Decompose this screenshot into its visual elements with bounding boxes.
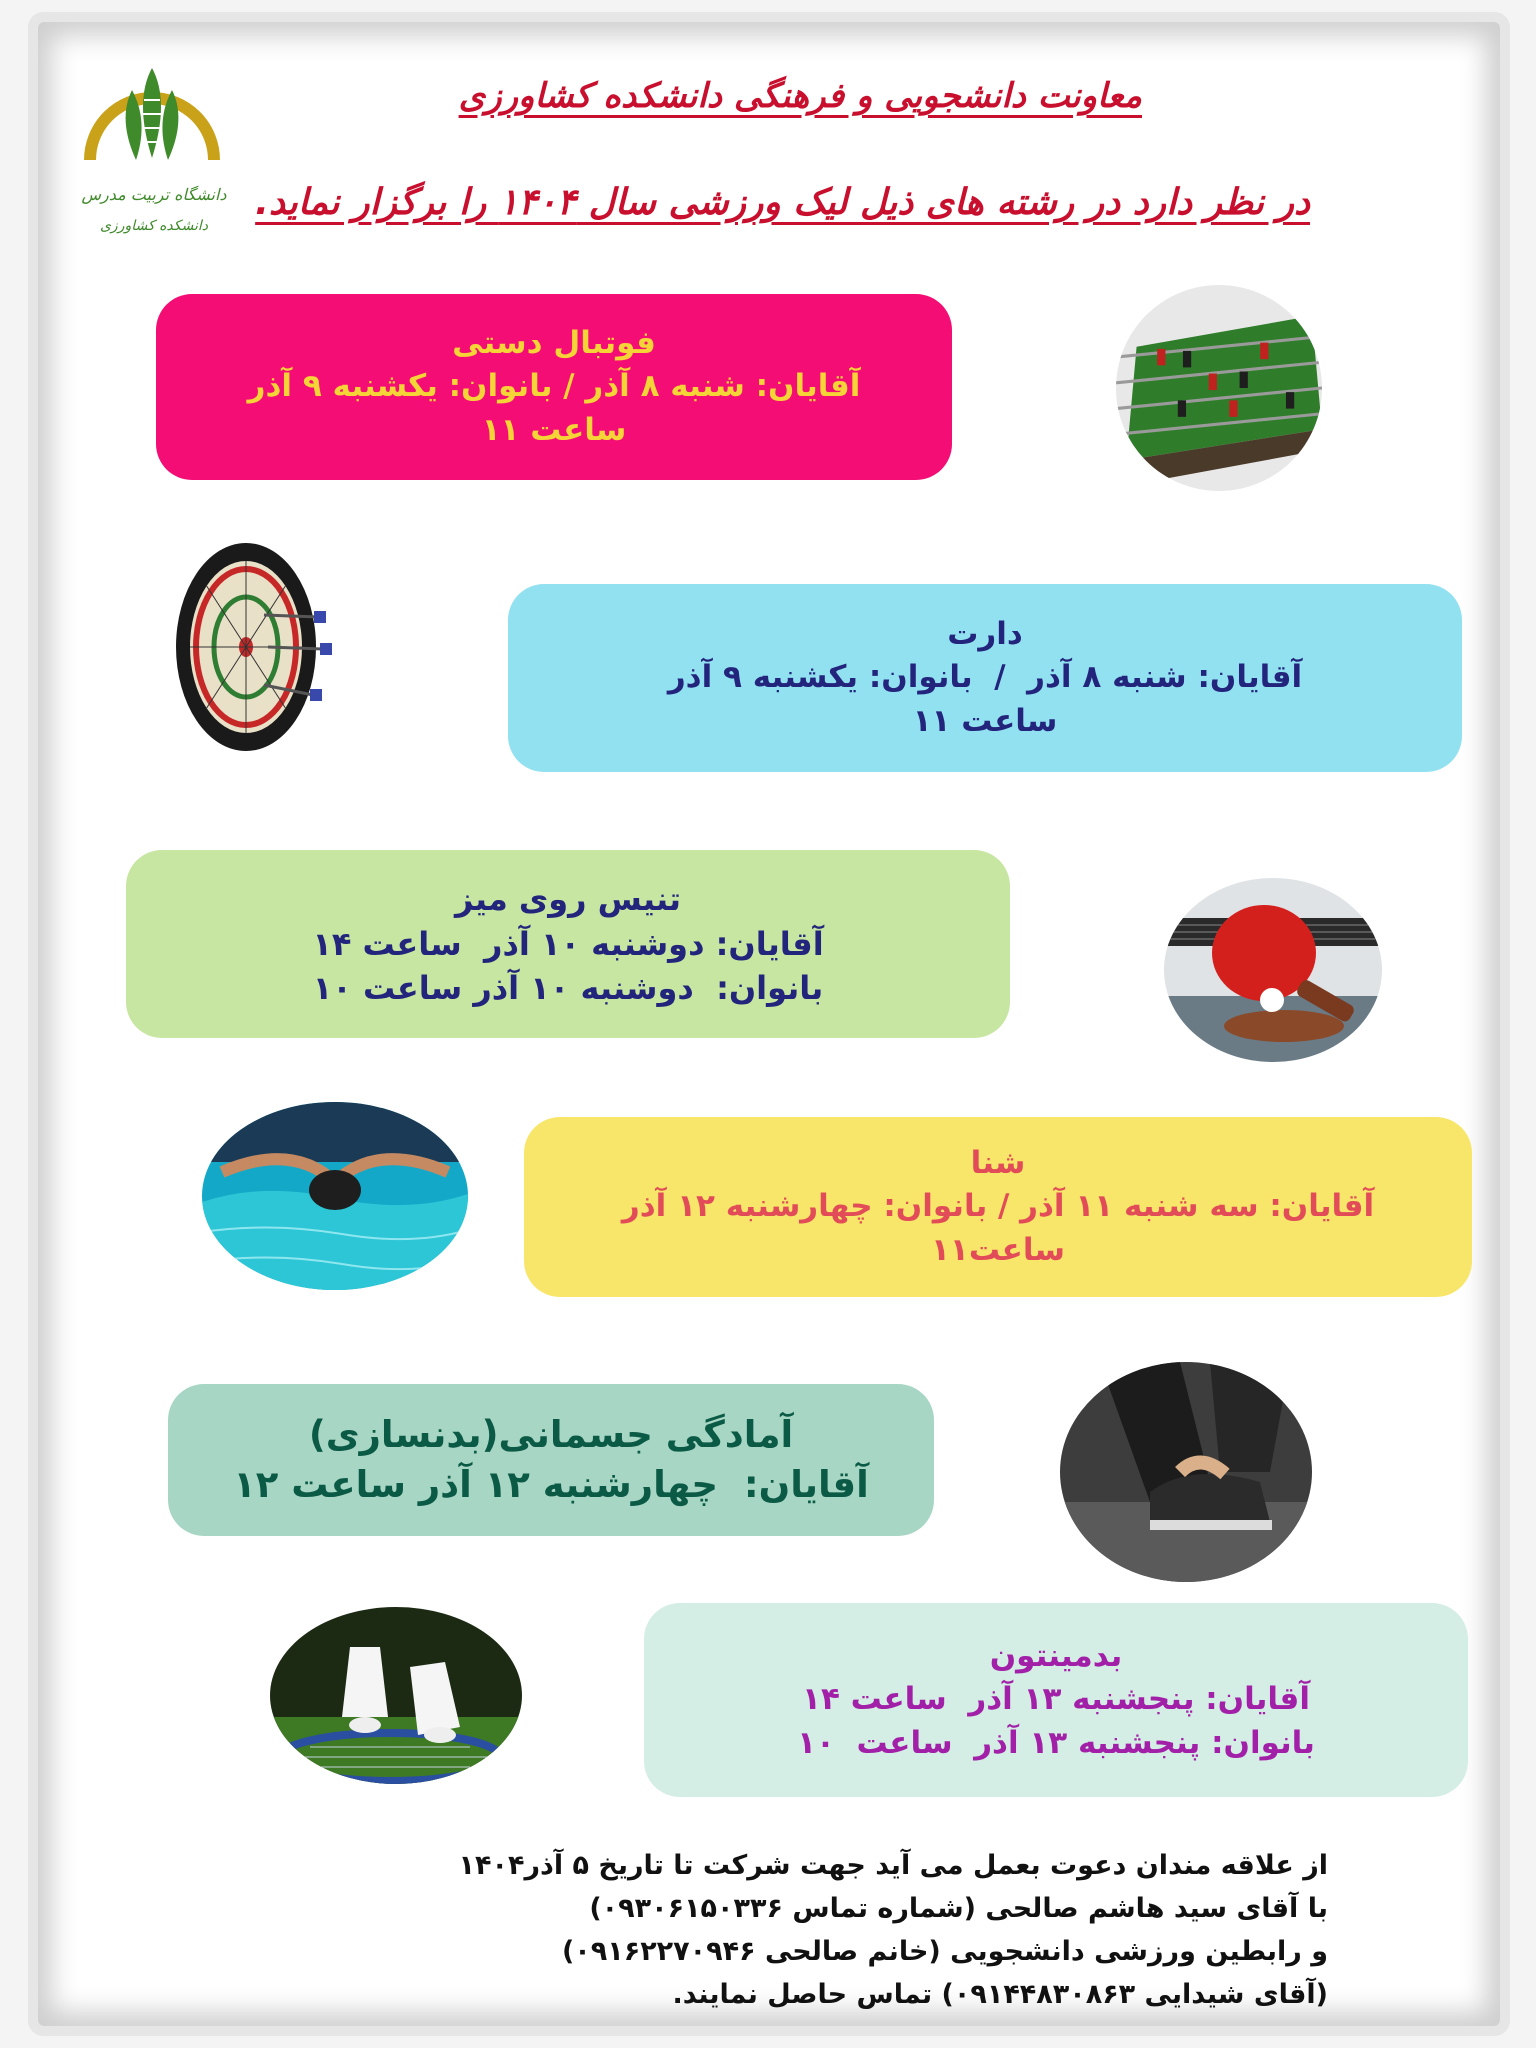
contact-info (298, 1844, 1328, 2016)
foosball-table-image (1116, 285, 1322, 491)
dartboard-image (168, 535, 338, 755)
event-time: ساعت ۱۱ (912, 702, 1058, 739)
event-schedule-women: بانوان: پنجشنبه ۱۳ آذر ساعت ۱۰ (797, 1724, 1315, 1761)
event-title: شنا (970, 1145, 1026, 1182)
swimmer-image (202, 1102, 468, 1290)
logo-line2: دانشکده کشاورزی (99, 218, 209, 234)
event-schedule: آقایان: شنبه ۸ آذر / بانوان: یکشنبه ۹ آذر (667, 659, 1303, 696)
event-card-swimming (524, 1117, 1472, 1297)
event-schedule-men: آقایان: دوشنبه ۱۰ آذر ساعت ۱۴ (312, 924, 824, 963)
contact-line-3: و رابطین ورزشی دانشجویی (خانم صالحی ۰۹۱۶۲۲۷۰۹۴۶) (561, 1936, 1328, 1967)
poster-sheet (38, 22, 1500, 2026)
event-title: تنیس روی میز (454, 880, 682, 919)
event-card-fitness (168, 1384, 934, 1536)
event-card-badminton (644, 1603, 1468, 1797)
header-subtitle: در نظر دارد در رشته های ذیل لیک ورزشی سال ۱۴۰۴ را برگزار نماید. (255, 182, 1310, 223)
logo-line1: دانشگاه تربیت مدرس (81, 185, 227, 204)
event-schedule-women: بانوان: دوشنبه ۱۰ آذر ساعت ۱۰ (312, 969, 824, 1008)
event-title: بدمینتون (989, 1638, 1123, 1675)
event-card-darts (508, 584, 1462, 772)
shuttlecock-image (270, 1607, 522, 1784)
event-schedule: آقایان: شنبه ۸ آذر / بانوان: یکشنبه ۹ آذر (247, 368, 861, 405)
event-card-table-tennis (126, 850, 1010, 1038)
wheat-emblem-icon (78, 50, 228, 250)
contact-line-1: از علاقه مندان دعوت بعمل می آید جهت شرکت تا تاریخ ۵ آذر۱۴۰۴ (458, 1850, 1328, 1881)
event-schedule: آقایان: چهارشنبه ۱۲ آذر ساعت ۱۲ (233, 1463, 869, 1506)
event-time: ساعت ۱۱ (481, 411, 627, 448)
event-time: ساعت۱۱ (931, 1231, 1065, 1268)
university-logo (78, 50, 228, 250)
event-schedule-men: آقایان: پنجشنبه ۱۳ آذر ساعت ۱۴ (802, 1681, 1310, 1718)
tying-shoe-image (1060, 1362, 1312, 1582)
event-title: فوتبال دستی (452, 325, 656, 362)
contact-line-2: با آقای سید هاشم صالحی (شماره تماس ۰۹۳۰۶۱۵۰۳۳۶) (589, 1893, 1328, 1924)
event-title: دارت (947, 616, 1023, 653)
ping-pong-paddle-image (1164, 878, 1382, 1062)
event-schedule: آقایان: سه شنبه ۱۱ آذر / بانوان: چهارشنبه ۱۲ آذر (621, 1188, 1375, 1225)
event-card-foosball (156, 294, 952, 480)
header-title: معاونت دانشجویی و فرهنگی دانشکده کشاورزی (458, 76, 1142, 116)
contact-line-4: (آقای شیدایی ۰۹۱۴۴۸۳۰۸۶۳) تماس حاصل نمایند. (672, 1979, 1328, 2010)
event-title: آمادگی جسمانی(بدنسازی) (308, 1412, 794, 1456)
